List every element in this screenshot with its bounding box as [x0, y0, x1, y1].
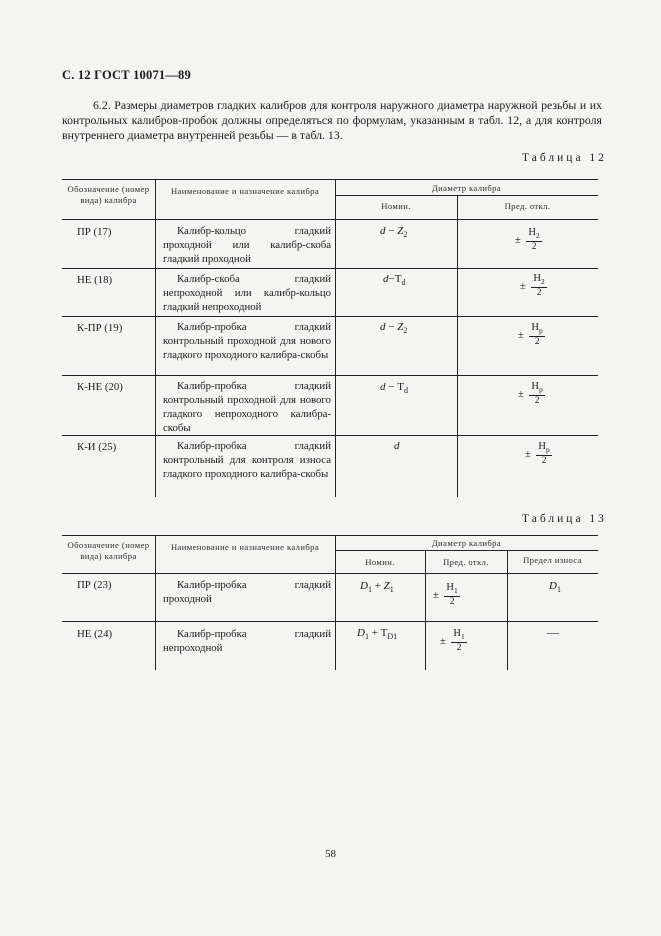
frac-num: H: [528, 227, 536, 238]
nominal-formula: [380, 225, 407, 239]
nominal-formula: [380, 381, 408, 395]
frac-den: 2: [534, 396, 540, 407]
plus-minus: ±: [515, 234, 521, 246]
formula-var: d: [380, 381, 386, 393]
nominal-formula: [383, 273, 405, 287]
table-13-header-bottom-rule: [62, 573, 598, 574]
tolerance-fraction: [525, 442, 552, 466]
formula-sub: 1: [556, 585, 561, 595]
designation-cell: К-ПР (19): [77, 322, 123, 334]
t12-header-tolerance: Пред. откл.: [504, 201, 551, 211]
name-cell: Калибр-пробка гладкий контрольный проходной для нового гладкого проходного калибра-скобы: [163, 321, 331, 361]
frac-num: H: [453, 628, 461, 639]
formula-sub: 1: [367, 585, 372, 595]
formula-var: Z: [383, 580, 390, 592]
table-13-caption: Таблица 13: [522, 513, 607, 525]
t12-header-nominal: Номин.: [381, 201, 411, 211]
table-12-col-divider-3: [457, 195, 458, 497]
tolerance-fraction: [440, 629, 467, 653]
plus-minus: ±: [520, 280, 526, 292]
name-cell: Калибр-скоба гладкий непроходной или калибр-кольцо гладкий непроходной: [163, 273, 331, 313]
designation-cell: НЕ (24): [77, 628, 113, 640]
tolerance-fraction: [520, 274, 547, 298]
name-cell: Калибр-пробка гладкий проходной: [163, 579, 331, 605]
plus-minus: ±: [525, 448, 531, 460]
t13-header-diameter: Диаметр калибра: [431, 538, 502, 548]
t12-row-sep-3: [62, 375, 598, 376]
table-13-col-divider-3: [425, 550, 426, 670]
table-13-col-divider-1: [155, 535, 156, 670]
table-13-col-divider-2: [335, 535, 336, 670]
formula-sub: 1: [389, 585, 394, 595]
formula-var: d: [380, 321, 386, 333]
formula-sub: 1: [364, 632, 369, 642]
table-13-top-rule: [62, 535, 598, 536]
table-12-subheader-rule: [335, 195, 598, 196]
table-13-subheader-rule: [335, 550, 598, 551]
formula-var: d: [394, 440, 400, 452]
frac-num-sub: 2: [540, 277, 545, 287]
tolerance-fraction: [433, 583, 460, 607]
frac-num: H: [533, 273, 541, 284]
formula-op: +: [371, 627, 378, 639]
formula-var: Z: [397, 225, 404, 237]
t13-header-designation: Обозначение (номер вида) калибра: [67, 540, 150, 561]
frac-num: H: [531, 381, 539, 392]
nominal-formula: [394, 440, 400, 452]
name-cell: Калибр-пробка гладкий контрольный для контроля износа гладкого проходного калибра-скобы: [163, 440, 331, 480]
frac-num: H: [531, 322, 539, 333]
table-12-header-bottom-rule: [62, 219, 598, 220]
frac-num-sub: 1: [460, 632, 465, 642]
frac-den: 2: [536, 288, 542, 299]
t13-header-tolerance: Пред. откл.: [443, 557, 489, 567]
table-12-col-divider-2: [335, 179, 336, 497]
plus-minus: ±: [518, 329, 524, 341]
frac-num-sub: p: [538, 326, 543, 336]
table-12-col-divider-1: [155, 179, 156, 497]
formula-var: d: [380, 225, 386, 237]
formula-var: T: [380, 627, 388, 639]
t13-header-nominal: Номин.: [365, 557, 395, 567]
name-cell: Калибр-кольцо гладкий проходной или калибр-скоба гладкий проходной: [163, 225, 331, 265]
page-number: 58: [325, 848, 336, 860]
t12-row-sep-1: [62, 268, 598, 269]
formula-var: T: [397, 381, 404, 393]
t12-header-designation: Обозначение (номер вида) калибра: [67, 184, 150, 205]
t12-row-sep-2: [62, 316, 598, 317]
table-12-top-rule: [62, 179, 598, 180]
wear-limit-cell: —: [547, 625, 559, 639]
frac-num: H: [538, 441, 546, 452]
plus-minus: ±: [518, 388, 524, 400]
designation-cell: ПР (23): [77, 579, 112, 591]
nominal-formula: [357, 627, 397, 641]
designation-cell: ПР (17): [77, 226, 112, 238]
frac-num-sub: p: [538, 385, 543, 395]
formula-op: −: [388, 273, 395, 285]
formula-var: d: [383, 273, 389, 285]
formula-op: −: [388, 321, 395, 333]
nominal-formula: [360, 580, 394, 594]
formula-sub: d: [401, 278, 406, 288]
paragraph-text: 6.2. Размеры диаметров гладких калибров для контроля наружного диаметра наружной резьбы и их контрольных калибров-пробок должны определяться по формулам, указанным в табл. 12, а для контроля внутреннего диаметра внутренней резьбы — в табл. 13.: [62, 98, 602, 142]
tolerance-fraction: [515, 228, 542, 252]
formula-sub: D1: [387, 632, 398, 642]
t13-row-sep-1: [62, 621, 598, 622]
formula-sub: 2: [403, 326, 408, 336]
plus-minus: ±: [440, 635, 446, 647]
designation-cell: К-И (25): [77, 441, 117, 453]
frac-num: H: [446, 582, 454, 593]
frac-num-sub: 1: [453, 586, 458, 596]
formula-var: T: [394, 273, 402, 285]
designation-cell: К-НЕ (20): [77, 381, 123, 393]
wear-limit-cell: [549, 580, 561, 594]
formula-op: +: [374, 580, 381, 592]
t13-header-wear: Предел износа: [523, 555, 582, 565]
formula-var: D: [357, 627, 365, 639]
frac-num-sub: p: [545, 445, 550, 455]
section-paragraph: [62, 98, 602, 143]
formula-var: D: [360, 580, 368, 592]
nominal-formula: [380, 321, 407, 335]
frac-den: 2: [449, 597, 455, 608]
formula-var: D: [549, 580, 557, 592]
table-13-col-divider-4: [507, 550, 508, 670]
frac-den: 2: [456, 643, 462, 654]
frac-den: 2: [541, 456, 547, 467]
t13-header-name: Наименование и назначение калибра: [170, 542, 320, 552]
formula-op: −: [388, 225, 395, 237]
formula-sub: 2: [403, 230, 408, 240]
table-12-caption: Таблица 12: [522, 152, 607, 164]
formula-sub: d: [403, 386, 408, 396]
frac-den: 2: [531, 242, 537, 253]
page-header: С. 12 ГОСТ 10071—89: [62, 68, 191, 82]
t12-row-sep-4: [62, 435, 598, 436]
tolerance-fraction: [518, 382, 545, 406]
tolerance-fraction: [518, 323, 545, 347]
name-cell: Калибр-пробка гладкий контрольный проходной для нового гладкого непроходного калибра-скобы: [163, 380, 331, 434]
t12-header-name: Наименование и назначение калибра: [170, 186, 320, 196]
t12-header-diameter: Диаметр калибра: [431, 183, 502, 193]
plus-minus: ±: [433, 589, 439, 601]
frac-den: 2: [534, 337, 540, 348]
frac-num-sub: 2: [535, 231, 540, 241]
designation-cell: НЕ (18): [77, 274, 113, 286]
formula-op: −: [388, 381, 395, 393]
formula-var: Z: [397, 321, 404, 333]
name-cell: Калибр-пробка гладкий непроходной: [163, 628, 331, 654]
